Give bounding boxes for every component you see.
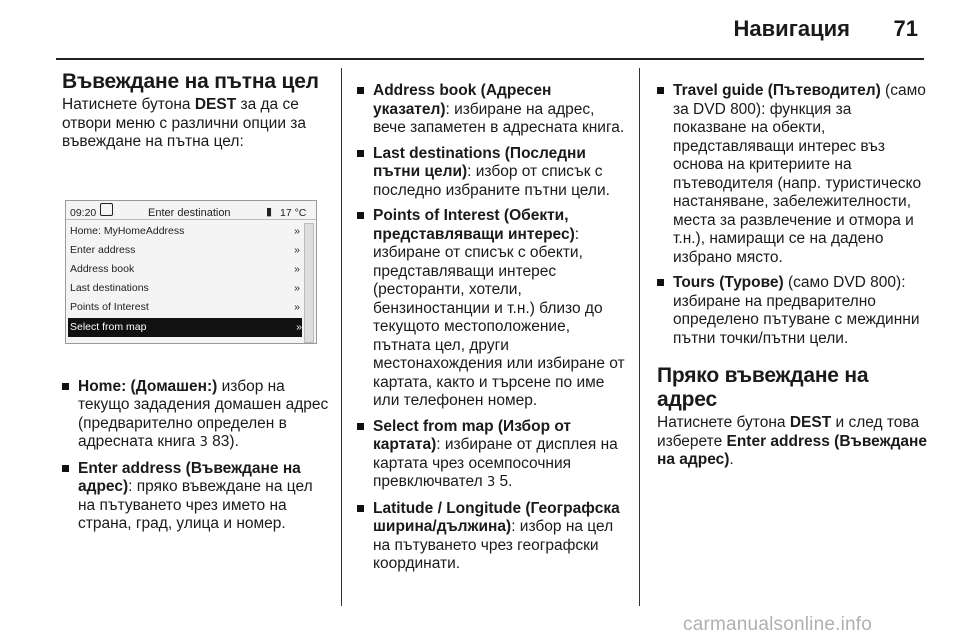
list-item: Travel guide (Пътеводител) (само за DVD 800): функция за показване на обекти, представляващи интерес въз основа на критериите на пътеводителя (напр. туристическо настаняване, забележителности, места за развлечение и отмора и т.н.), намиращи се на дадено избрано място. <box>657 82 927 267</box>
column-3 <box>657 82 927 470</box>
page-number: 71 <box>893 16 918 41</box>
bullet-icon <box>357 87 364 94</box>
menu-item-home[interactable]: Home: MyHomeAddress » <box>70 222 300 241</box>
column-divider <box>341 68 342 606</box>
chevron-right-icon: » <box>294 300 300 313</box>
screenshot-figure <box>62 168 324 378</box>
paragraph: Натиснете бутона DEST и след това изберете Enter address (Въвеждане на адрес). <box>657 414 928 468</box>
chevron-right-icon: » <box>294 281 300 294</box>
section-heading: Въвеждане на пътна цел <box>62 70 319 93</box>
bullet-icon <box>657 279 664 286</box>
header-divider <box>56 58 924 60</box>
chevron-right-icon: » <box>294 262 300 275</box>
column-1 <box>62 70 334 541</box>
page-header <box>0 0 960 62</box>
header-title: Навигация <box>733 16 850 41</box>
scrollbar[interactable] <box>304 223 314 343</box>
temperature: 17 °C <box>280 206 307 219</box>
bullet-icon <box>657 87 664 94</box>
bullet-icon <box>62 465 69 472</box>
menu-item-address-book[interactable]: Address book » <box>70 260 300 279</box>
list-item: Home: (Домашен:) избор на текущо зададения домашен адрес (предварително определен в адресната книга 3 83). <box>62 378 334 453</box>
screen-title: Enter destination <box>148 206 231 219</box>
chevron-right-icon: » <box>294 243 300 256</box>
menu-item-enter-address[interactable]: Enter address » <box>70 241 300 260</box>
list-item: Last destinations (Последни пътни цели): избор от списък с последно избраните пътни цели. <box>357 145 629 201</box>
bullet-icon <box>357 423 364 430</box>
chevron-right-icon: » <box>296 320 302 333</box>
signal-icon: ▮ <box>266 205 273 218</box>
screen-status-bar <box>66 201 316 220</box>
section-heading: Пряко въвеждане на адрес <box>657 364 869 411</box>
list-item: Latitude / Longitude (Географска ширина/дължина): избор на цел на пътуването чрез географски координати. <box>357 500 629 574</box>
brand-logo-icon <box>100 203 113 216</box>
bullet-icon <box>62 383 69 390</box>
nav-screen <box>65 200 317 344</box>
chevron-right-icon: » <box>294 224 300 237</box>
list-item: Address book (Адресен указател): избиране на адрес, вече запаметен в адресната книга. <box>357 82 629 138</box>
column-2 <box>357 82 629 581</box>
list-item: Points of Interest (Обекти, представляващи интерес): избиране от списък с обекти, представляващи интерес (ресторанти, хотели, бензиностанции и т.н.) близо до текущото местоположение, пътната цел, други местонахождения или избиране от картата, както и търсене по име или телефонен номер. <box>357 207 629 411</box>
watermark: carmanualsonline.info <box>683 614 873 635</box>
menu-item-last-destinations[interactable]: Last destinations » <box>70 279 300 298</box>
list-item: Tours (Турове) (само DVD 800): избиране на предварително определено пътуване с междинни пътни точки/пътни цели. <box>657 274 927 348</box>
bullet-icon <box>357 505 364 512</box>
menu-item-select-from-map[interactable]: Select from map » <box>68 318 302 337</box>
intro-paragraph: Натиснете бутона DEST за да се отвори меню с различни опции за въвеждане на пътна цел: <box>62 96 307 150</box>
column-divider <box>639 68 640 606</box>
clock: 09:20 <box>70 206 97 219</box>
list-item: Select from map (Избор от картата): избиране от дисплея на картата чрез осемпосочния превключвател 3 5. <box>357 418 629 493</box>
list-item: Enter address (Въвеждане на адрес): пряко въвеждане на цел на пътуването чрез името на страна, град, улица и номер. <box>62 460 334 534</box>
bullet-icon <box>357 150 364 157</box>
menu-item-points-of-interest[interactable]: Points of Interest » <box>70 298 300 317</box>
bullet-icon <box>357 212 364 219</box>
